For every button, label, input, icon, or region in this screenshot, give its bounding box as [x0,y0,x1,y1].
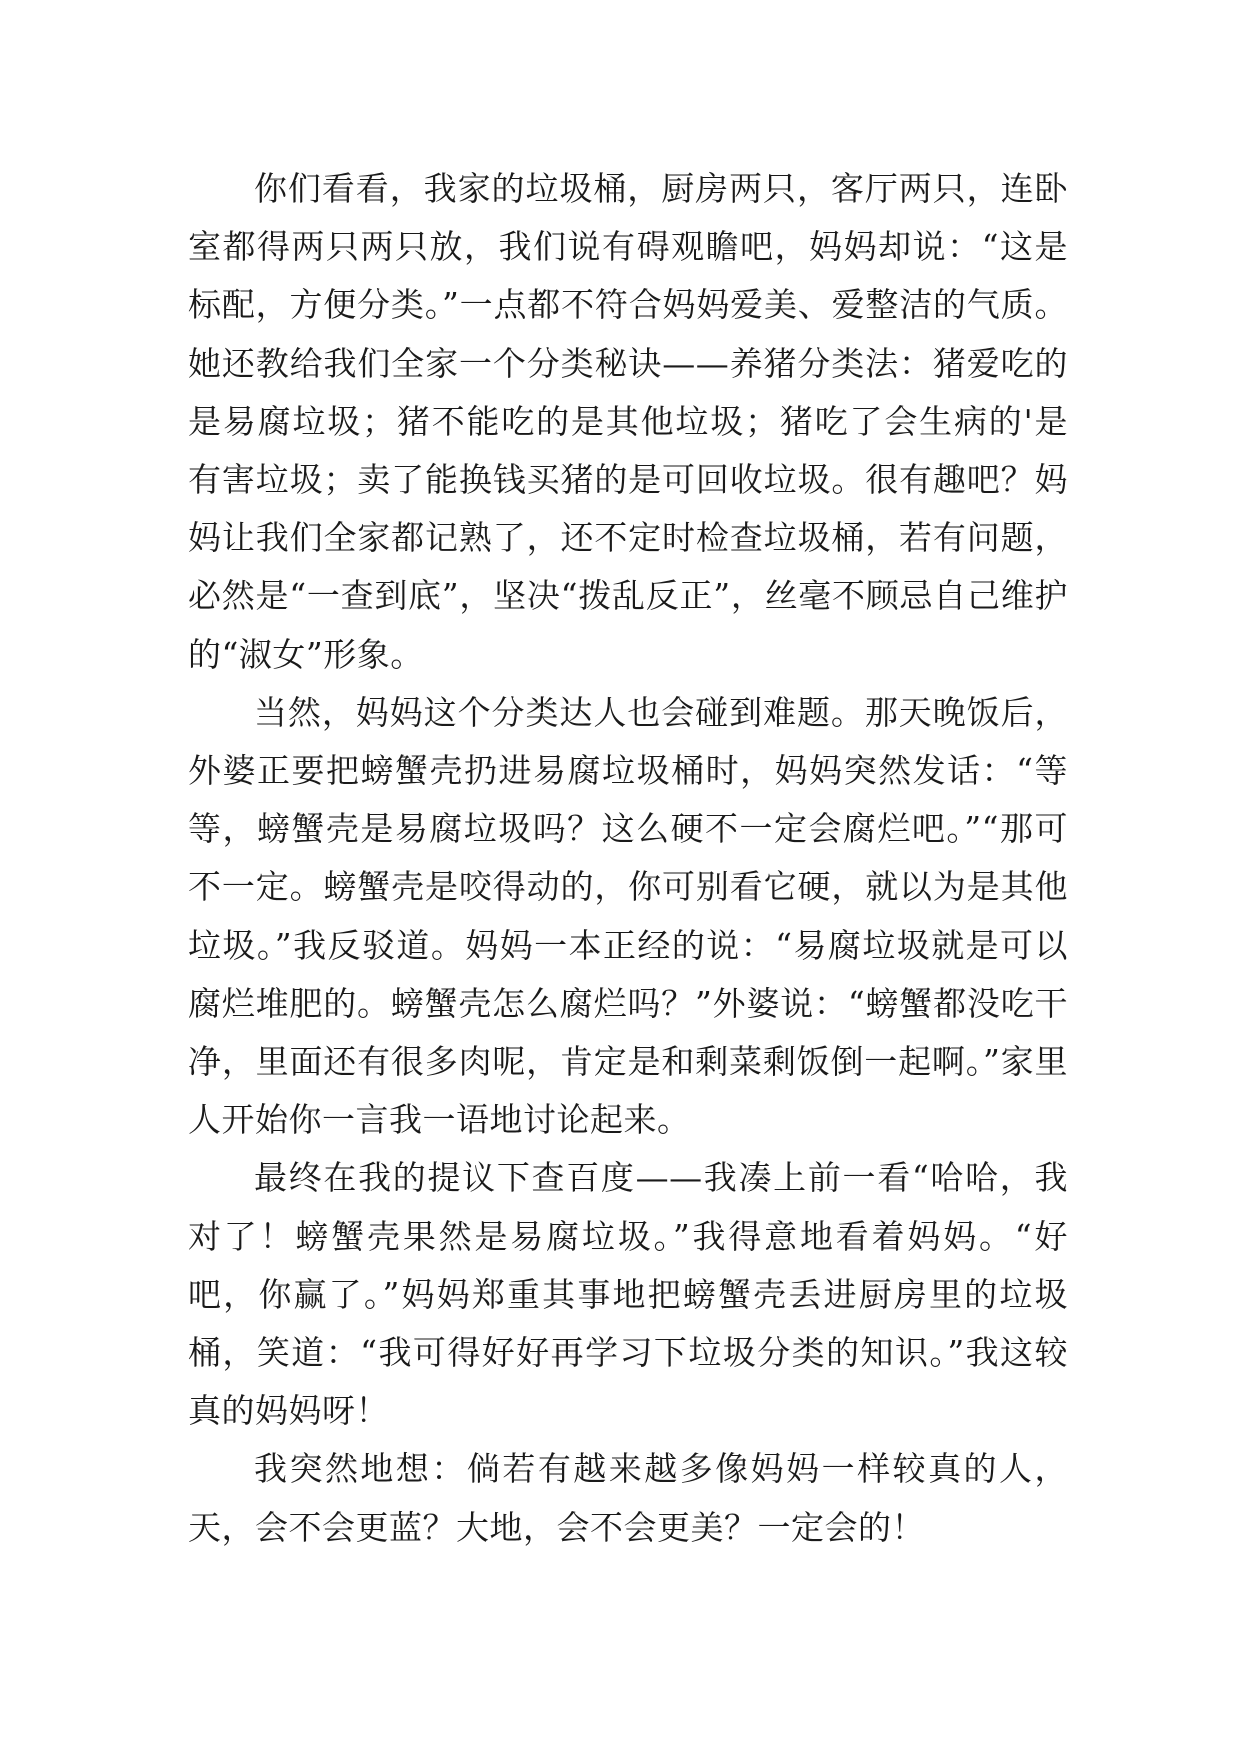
paragraph-3: 最终在我的提议下查百度——我凑上前一看“哈哈，我对了！螃蟹壳果然是易腐垃圾。”我得意地看着妈妈。“好吧，你赢了。”妈妈郑重其事地把螃蟹壳丢进厨房里的垃圾桶，笑道：“我可得好好再学习下垃圾分类的知识。”我这较真的妈妈呀！ [188,1158,1068,1431]
paragraph-2: 当然，妈妈这个分类达人也会碰到难题。那天晚饭后，外婆正要把螃蟹壳扔进易腐垃圾桶时，妈妈突然发话：“等等，螃蟹壳是易腐垃圾吗？这么硬不一定会腐烂吧。”“那可不一定。螃蟹壳是咬得动的，你可别看它硬，就以为是其他垃圾。”我反驳道。妈妈一本正经的说：“易腐垃圾就是可以腐烂堆肥的。螃蟹壳怎么腐烂吗？”外婆说：“螃蟹都没吃干净，里面还有很多肉呢，肯定是和剩菜剩饭倒一起啊。”家里人开始你一言我一语地讨论起来。 [188,692,1068,1140]
paragraph-4: 我突然地想：倘若有越来越多像妈妈一样较真的人，天，会不会更蓝？大地，会不会更美？一定会的！ [188,1449,1068,1547]
paragraph-1: 你们看看，我家的垃圾桶，厨房两只，客厅两只，连卧室都得两只两只放，我们说有碍观瞻吧，妈妈却说：“这是标配，方便分类。”一点都不符合妈妈爱美、爱整洁的气质。她还教给我们全家一个分类秘诀——养猪分类法：猪爱吃的是易腐垃圾；猪不能吃的是其他垃圾；猪吃了会生病的'是有害垃圾；卖了能换钱买猪的是可回收垃圾。很有趣吧？妈妈让我们全家都记熟了，还不定时检查垃圾桶，若有问题，必然是“一查到底”，坚决“拨乱反正”，丝毫不顾忌自己维护的“淑女”形象。 [188,169,1068,674]
body-text [188,160,1068,1557]
